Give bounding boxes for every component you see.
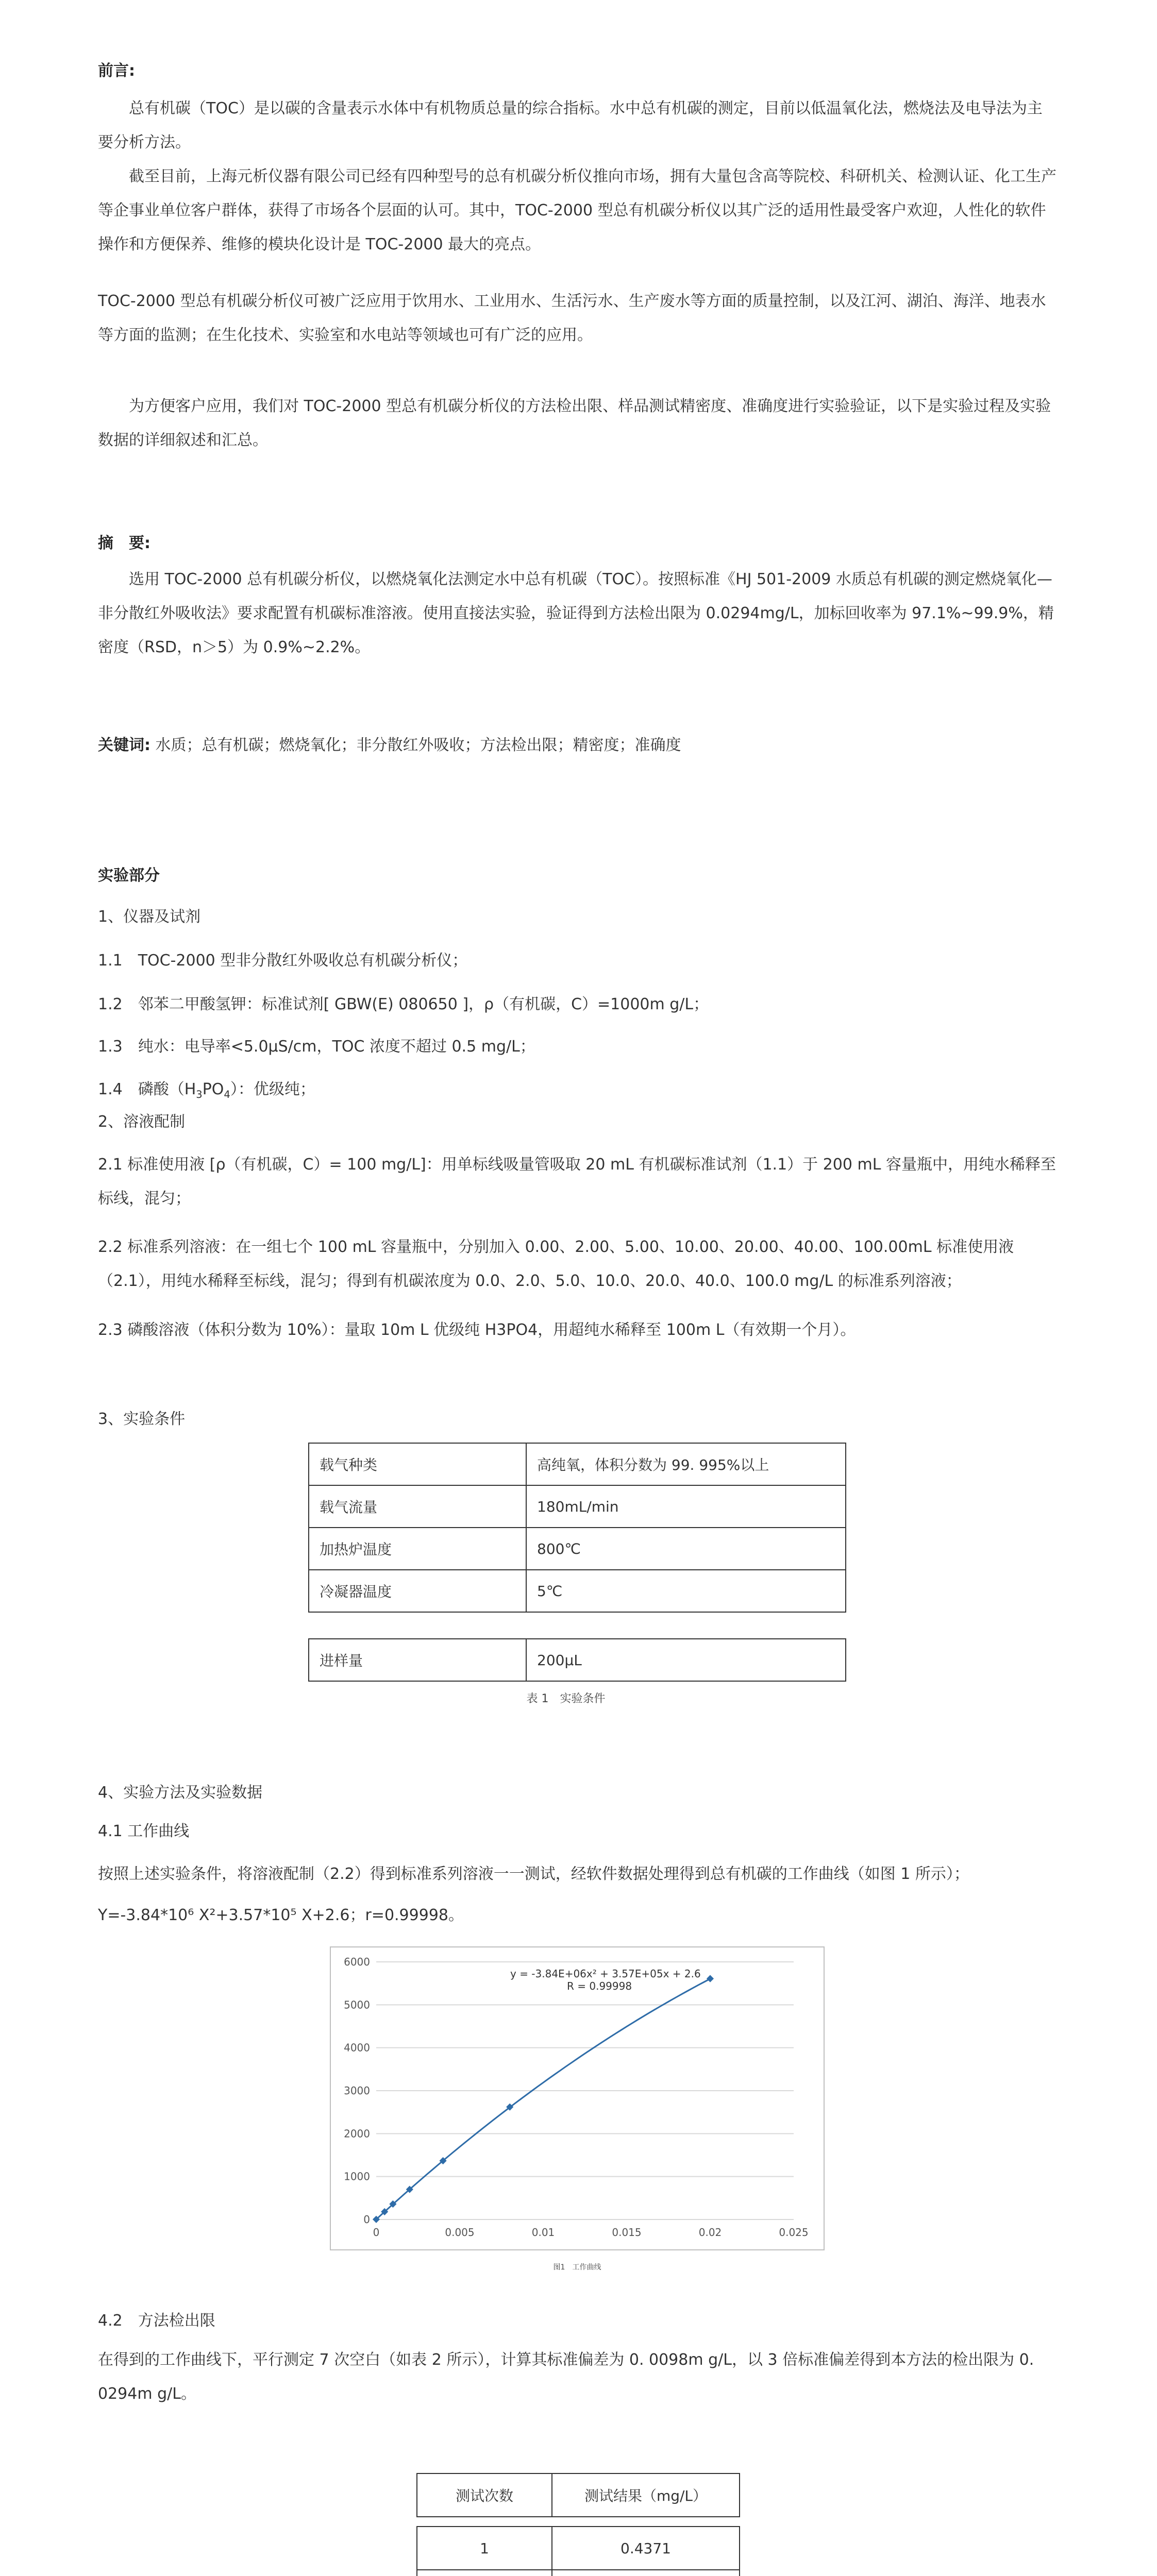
item-2-3: 2.3 磷酸溶液（体积分数为 10%）：量取 10m L 优级纯 H3PO4，用超纯水稀释至 100m L（有效期一个月）。 bbox=[98, 1321, 856, 1339]
section-4-1-text: 按照上述实验条件，将溶液配制（2.2）得到标准系列溶液一一测试，经软件数据处理得到总有机碳的工作曲线（如图 1 所示）； bbox=[98, 1865, 969, 1883]
item-2-1: 2.1 标准使用液 [ρ（有机碳，C）= 100 mg/L]：用单标线吸量管吸取 20 mL 有机碳标准试剂（1.1）于 200 mL 容量瓶中，用纯水稀释至标线，混匀； bbox=[98, 1156, 1056, 1208]
keywords bbox=[98, 735, 1057, 756]
item-1-3: 1.3 纯水：电导率<5.0μS/cm，TOC 浓度不超过 0.5 mg/L； bbox=[98, 1038, 535, 1056]
section-4-2-heading: 4.2 方法检出限 bbox=[98, 2312, 215, 2330]
preface-paragraph-4: 为方便客户应用，我们对 TOC-2000 型总有机碳分析仪的方法检出限、样品测试精密度、准确度进行实验验证，以下是实验过程及实验数据的详细叙述和汇总。 bbox=[98, 397, 1051, 449]
abstract-text: 选用 TOC-2000 总有机碳分析仪，以燃烧氧化法测定水中总有机碳（TOC）。按照标准《HJ 501-2009 水质总有机碳的测定燃烧氧化—非分散红外吸收法》要求配置有机碳标准溶液。使用直接法实验，验证得到方法检出限为 0.0294mg/L，加标回收率为 97.1%~99.9%，精密度（RSD，n＞5）为 0.9%~2.2%。 bbox=[98, 570, 1054, 656]
condition-value: 800℃ bbox=[526, 1528, 846, 1570]
item-1-4: 1.4 磷酸$(H_3PO_4)$：优级纯； bbox=[98, 1080, 315, 1100]
condition-name: 冷凝器温度 bbox=[309, 1570, 526, 1612]
section-4-heading: 4、实验方法及实验数据 bbox=[98, 1784, 263, 1802]
keywords-label: 关键词: bbox=[98, 736, 150, 754]
item-1-1: 1.1 TOC-2000 型非分散红外吸收总有机碳分析仪； bbox=[98, 952, 468, 970]
y-tick-label: 5000 bbox=[344, 1998, 370, 2011]
condition-value: 高纯氧，体积分数为 99. 995%以上 bbox=[526, 1443, 846, 1485]
experiment-heading: 实验部分 bbox=[98, 867, 160, 885]
preface-paragraph-1: 总有机碳（TOC）是以碳的含量表示水体中有机物质总量的综合指标。水中总有机碳的测定，目前以低温氧化法，燃烧法及电导法为主要分析方法。 bbox=[98, 99, 1043, 151]
y-tick-label: 2000 bbox=[344, 2127, 370, 2140]
x-tick-label: 0.025 bbox=[779, 2226, 809, 2239]
y-tick-label: 4000 bbox=[344, 2041, 370, 2054]
blank-test-table-body bbox=[416, 2526, 740, 2576]
test-number: 1 bbox=[417, 2527, 552, 2570]
abstract-heading: 摘 要: bbox=[98, 534, 150, 552]
x-tick-label: 0 bbox=[373, 2226, 380, 2239]
r-label: R = 0.99998 bbox=[567, 1980, 632, 1992]
table-row bbox=[309, 1570, 846, 1612]
chart-frame bbox=[330, 1947, 824, 2250]
item-2-2: 2.2 标准系列溶液：在一组七个 100 mL 容量瓶中，分别加入 0.00、2.00、5.00、10.00、20.00、40.00、100.00mL 标准使用液（2.1），用纯水稀释至标线，混匀；得到有机碳浓度为 0.0、2.0、5.0、10.0、20.0、40.0、100.0 mg/L 的标准系列溶液； bbox=[98, 1238, 1014, 1290]
preface-paragraph-2: 截至目前，上海元析仪器有限公司已经有四种型号的总有机碳分析仪推向市场，拥有大量包含高等院校、科研机关、检测认证、化工生产等企事业单位客户群体，获得了市场各个层面的认可。其中，TOC-2000 型总有机碳分析仪以其广泛的适用性最受客户欢迎，人性化的软件操作和方便保养、维修的模块化设计是 TOC-2000 最大的亮点。 bbox=[98, 167, 1057, 253]
table-row bbox=[417, 2570, 740, 2576]
blank-test-table bbox=[416, 2473, 740, 2517]
table-row bbox=[309, 1485, 846, 1528]
y-tick-label: 3000 bbox=[344, 2084, 370, 2097]
test-result bbox=[552, 2570, 740, 2576]
preface-paragraph-3: TOC-2000 型总有机碳分析仪可被广泛应用于饮用水、工业用水、生活污水、生产废水等方面的质量控制，以及江河、湖泊、海洋、地表水等方面的监测；在生化技术、实验室和水电站等领域也可有广泛的应用。 bbox=[98, 292, 1046, 344]
condition-name: 载气流量 bbox=[309, 1485, 526, 1528]
x-tick-label: 0.015 bbox=[612, 2226, 642, 2239]
table-row bbox=[309, 1528, 846, 1570]
table-row bbox=[417, 2527, 740, 2570]
table-row: 进样量 200μL bbox=[309, 1639, 846, 1681]
equation-text: Y=-3.84*10⁶ X²+3.57*10⁵ X+2.6；r=0.99998。 bbox=[98, 1906, 464, 1924]
x-tick-label: 0.005 bbox=[445, 2226, 475, 2239]
section-4-1-heading: 4.1 工作曲线 bbox=[98, 1822, 190, 1840]
x-tick-label: 0.02 bbox=[698, 2226, 722, 2239]
condition-value: 180mL/min bbox=[526, 1485, 846, 1528]
section-3-heading: 3、实验条件 bbox=[98, 1410, 186, 1428]
section-1-heading: 1、仪器及试剂 bbox=[98, 908, 201, 926]
figure-1-caption: 图1 工作曲线 bbox=[553, 2263, 601, 2272]
test-number bbox=[417, 2570, 552, 2576]
calibration-chart bbox=[330, 1946, 825, 2250]
table-row bbox=[309, 1443, 846, 1485]
keywords-text: 水质；总有机碳；燃烧氧化；非分散红外吸收；方法检出限；精密度；准确度 bbox=[155, 736, 681, 754]
preface-heading: 前言: bbox=[98, 62, 135, 80]
table-header-row: 测试次数 测试结果（mg/L） bbox=[417, 2473, 740, 2517]
trendline-label: y = -3.84E+06x² + 3.57E+05x + 2.6 bbox=[510, 1968, 701, 1980]
condition-name: 加热炉温度 bbox=[309, 1528, 526, 1570]
x-tick-label: 0.01 bbox=[531, 2226, 555, 2239]
condition-name: 载气种类 bbox=[309, 1443, 526, 1485]
conditions-table bbox=[308, 1443, 846, 1613]
section-2-heading: 2、溶液配制 bbox=[98, 1113, 186, 1131]
section-4-2-text: 在得到的工作曲线下，平行测定 7 次空白（如表 2 所示），计算其标准偏差为 0. 0098m g/L，以 3 倍标准偏差得到本方法的检出限为 0. 0294m g/L。 bbox=[98, 2351, 1034, 2403]
test-result: 0.4371 bbox=[552, 2527, 740, 2570]
conditions-table-sample-volume bbox=[308, 1638, 846, 1682]
table-1-caption: 表 1 实验条件 bbox=[526, 1692, 606, 1705]
y-tick-label: 0 bbox=[363, 2213, 370, 2226]
y-tick-label: 1000 bbox=[344, 2170, 370, 2183]
condition-value: 5℃ bbox=[526, 1570, 846, 1612]
item-1-2: 1.2 邻苯二甲酸氢钾：标准试剂[ GBW(E) 080650 ]，ρ（有机碳，C）=1000m g/L； bbox=[98, 995, 709, 1013]
y-tick-label: 6000 bbox=[344, 1956, 370, 1968]
